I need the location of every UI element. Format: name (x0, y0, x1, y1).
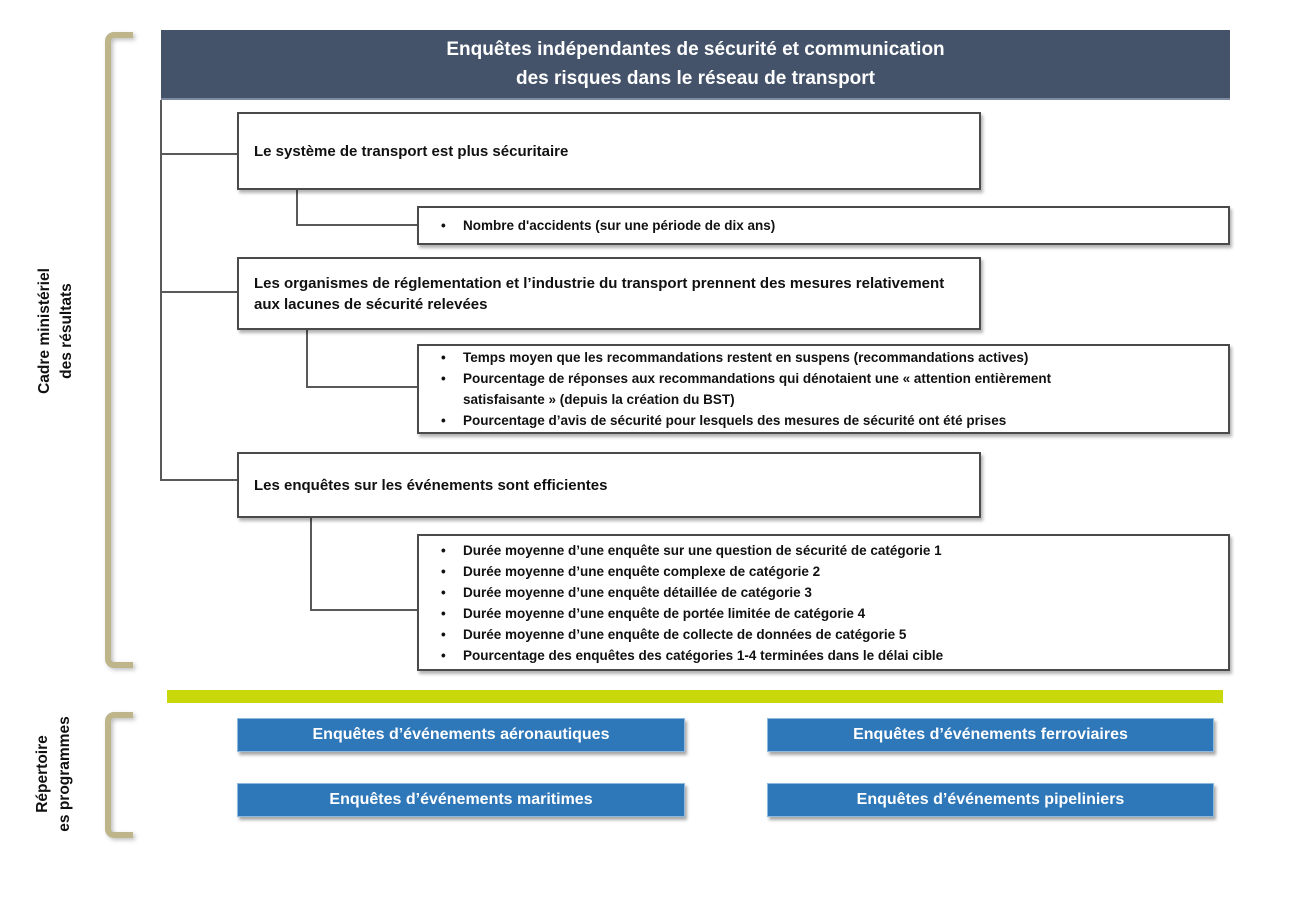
program-button-rail-investigations[interactable]: Enquêtes d’événements ferroviaires (767, 718, 1214, 752)
results-framework-bracket (105, 32, 133, 668)
banner-line2: des risques dans le réseau de transport (515, 68, 876, 89)
green-divider-bar (167, 690, 1223, 703)
indicator-item: • Pourcentage d’avis de sécurité pour lesquels des mesures de sécurité ont été prises (419, 410, 1218, 431)
indicator-item: • Durée moyenne d’une enquête de portée limitée de catégorie 4 (419, 603, 1218, 624)
indicator-item: • Durée moyenne d’une enquête sur une question de sécurité de catégorie 1 (419, 540, 1218, 561)
results-framework-label (34, 11, 90, 651)
program-inventory-label-line2: es programmes (56, 716, 73, 832)
indicator-item: • Pourcentage de réponses aux recommandations qui dénotaient une « attention entièrement satisfaisante » (depuis la création du BST) (419, 368, 1218, 410)
indicator-connector-1-vertical (296, 190, 298, 226)
indicator-connector-3-horizontal (310, 609, 418, 611)
program-inventory-label-line1: Répertoire (34, 735, 51, 813)
banner-line1: Enquêtes indépendantes de sécurité et communication (446, 39, 945, 60)
indicator-item: • Pourcentage des enquêtes des catégories 1-4 terminées dans le délai cible (419, 645, 1218, 666)
indicator-list-2 (419, 347, 1228, 431)
program-inventory-label (32, 614, 88, 900)
indicator-box-3 (417, 534, 1230, 671)
branch-line-2 (161, 291, 238, 293)
indicator-item: • Durée moyenne d’une enquête de collecte de données de catégorie 5 (419, 624, 1218, 645)
result-box-1-label: Le système de transport est plus sécuritaire (254, 142, 569, 160)
program-button-air-investigations[interactable]: Enquêtes d’événements aéronautiques (237, 718, 685, 752)
indicator-item: • Temps moyen que les recommandations restent en suspens (recommandations actives) (419, 347, 1218, 368)
indicator-connector-3-vertical (310, 518, 312, 611)
indicator-box-2 (417, 344, 1230, 434)
result-box-safer-transportation (237, 112, 981, 190)
branch-line-1 (161, 153, 238, 155)
program-button-pipeline-investigations[interactable]: Enquêtes d’événements pipeliniers (767, 783, 1214, 817)
result-box-2-label: Les organismes de réglementation et l’industrie du transport prennent des mesures relativement aux lacunes de sécurité relevées (254, 274, 945, 313)
results-framework-label-line2: des résultats (58, 283, 75, 379)
indicator-connector-2-horizontal (306, 386, 418, 388)
indicator-item: • Durée moyenne d’une enquête détaillée de catégorie 3 (419, 582, 1218, 603)
program-inventory-bracket (105, 712, 133, 838)
program-button-marine-investigations[interactable]: Enquêtes d’événements maritimes (237, 783, 685, 817)
result-box-efficient-investigations (237, 452, 981, 518)
core-responsibility-banner (161, 30, 1230, 100)
indicator-item: • Nombre d'accidents (sur une période de dix ans) (419, 215, 1218, 236)
indicator-connector-2-vertical (306, 330, 308, 388)
indicator-box-1 (417, 206, 1230, 245)
result-box-3-label: Les enquêtes sur les événements sont efficientes (254, 476, 608, 494)
indicator-item: • Durée moyenne d’une enquête complexe de catégorie 2 (419, 561, 1218, 582)
result-box-safety-gaps-addressed (237, 257, 981, 330)
indicator-list-1 (419, 215, 1228, 236)
indicator-list-3 (419, 540, 1228, 666)
branch-line-3 (161, 479, 238, 481)
indicator-connector-1-horizontal (296, 224, 418, 226)
results-framework-label-line1: Cadre ministériel (36, 268, 53, 394)
